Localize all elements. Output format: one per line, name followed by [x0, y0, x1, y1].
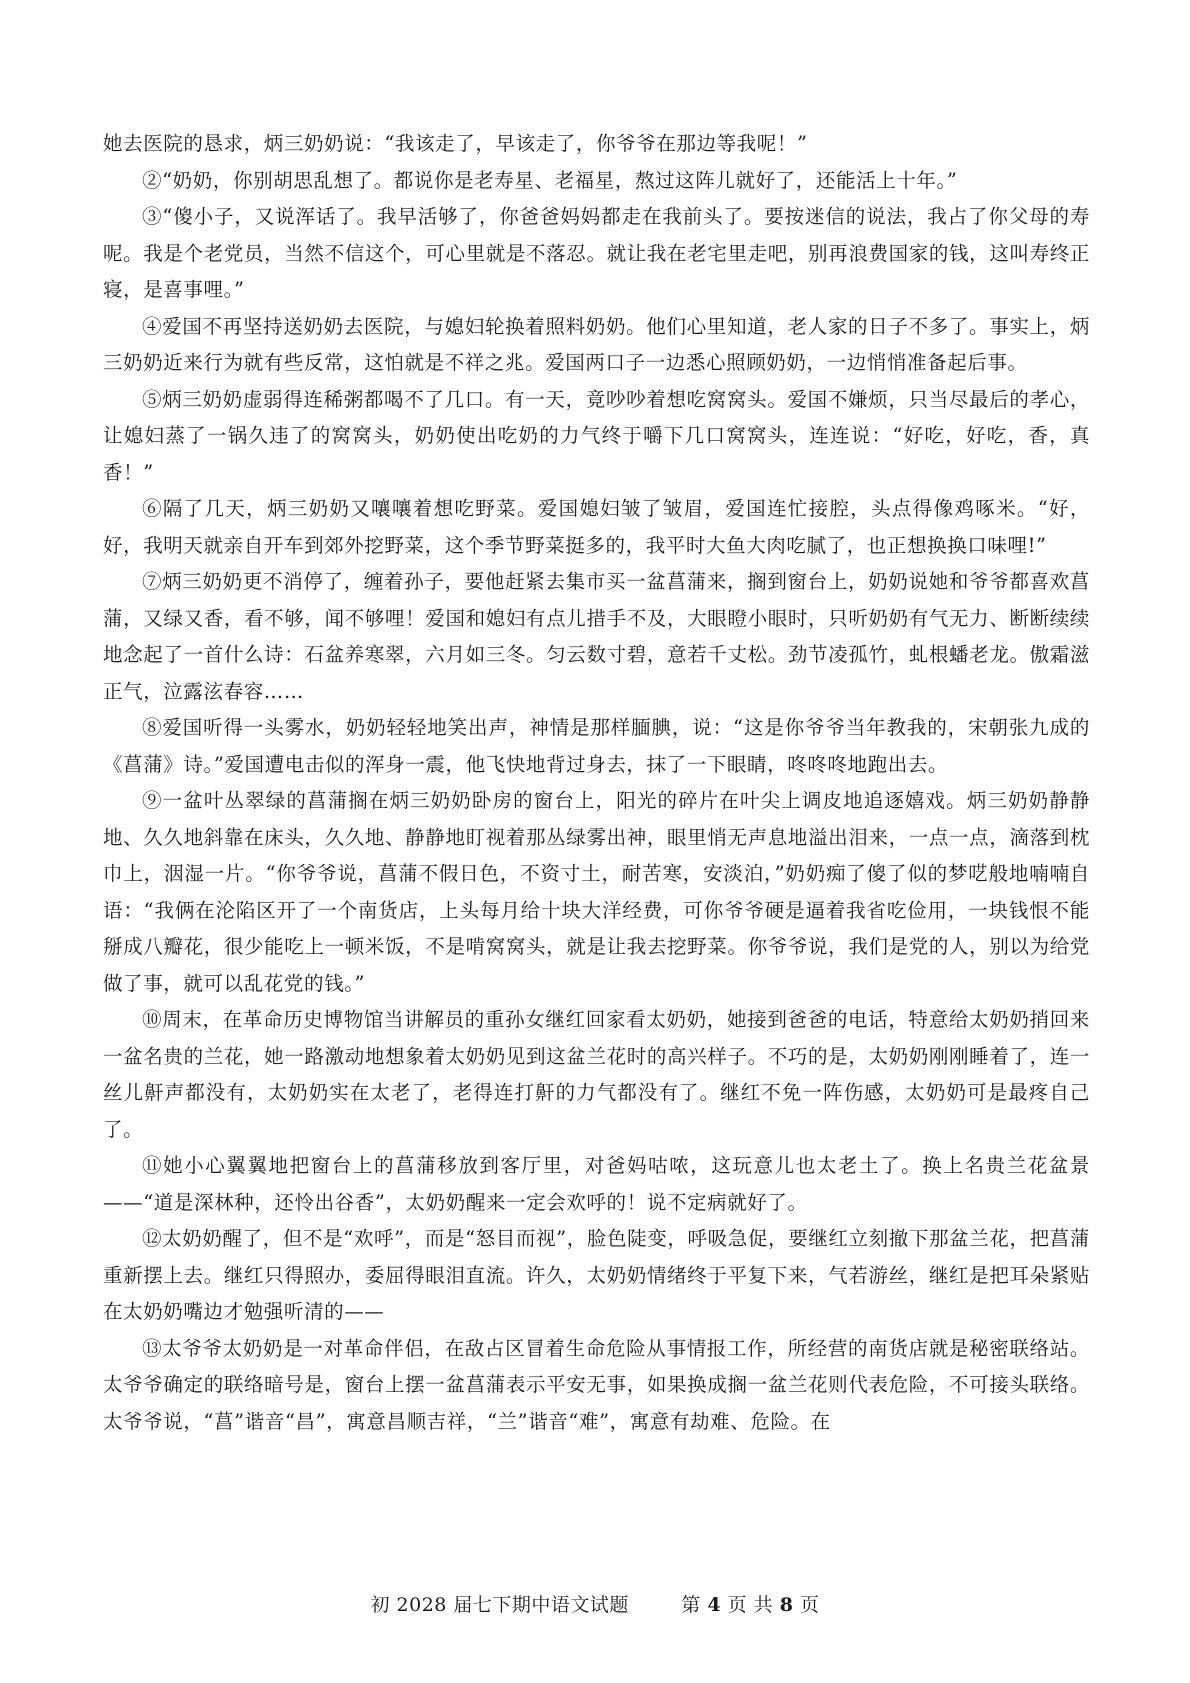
paragraph-13: ⑬太爷爷太奶奶是一对革命伴侣，在敌占区冒着生命危险从事情报工作，所经营的南货店就是秘密联络站。太爷爷确定的联络暗号是，窗台上摆一盆菖蒲表示平安无事，如果换成搁一盆兰花则代表危险，不可接头联络。太爷爷说，“菖”谐音“昌”，寓意昌顺吉祥，“兰”谐音“难”，寓意有劫难、危险。在	[103, 1336, 1090, 1433]
paragraph-6: ⑥隔了几天，炳三奶奶又嚷嚷着想吃野菜。爱国媳妇皱了皱眉，爱国连忙接腔，头点得像鸡啄米。“好，好，我明天就亲自开车到郊外挖野菜，这个季节野菜挺多的，我平时大鱼大肉吃腻了，也正想换换口味哩!”	[103, 497, 1090, 557]
page-middle: 页 共	[727, 1594, 774, 1616]
paragraph-1: 她去医院的恳求，炳三奶奶说：“我该走了，早该走了，你爷爷在那边等我呢！”	[103, 132, 808, 155]
paragraph-2: ②“奶奶，你别胡思乱想了。都说你是老寿星、老福星，熬过这阵儿就好了，还能活上十年。”	[142, 168, 958, 192]
page-total: 8	[779, 1594, 794, 1616]
page-footer	[0, 1590, 1190, 1617]
paragraph-4: ④爱国不再坚持送奶奶去医院，与媳妇轮换着照料奶奶。他们心里知道，老人家的日子不多了。事实上，炳三奶奶近来行为就有些反常，这怕就是不祥之兆。爱国两口子一边悉心照顾奶奶，一边悄悄准备起后事。	[103, 314, 1090, 374]
paragraph-9: ⑨一盆叶丛翠绿的菖蒲搁在炳三奶奶卧房的窗台上，阳光的碎片在叶尖上调皮地追逐嬉戏。炳三奶奶静静地、久久地斜靠在床头，久久地、静静地盯视着那丛绿雾出神，眼里悄无声息地溢出泪来，一点一点，滴落到枕巾上，洇湿一片。“你爷爷说，菖蒲不假日色，不资寸土，耐苦寒，安淡泊，”奶奶痴了傻了似的梦呓般地喃喃自语：“我俩在沦陷区开了一个南货店，上头每月给十块大洋经费，可你爷爷硬是逼着我省吃俭用，一块钱恨不能掰成八瓣花，很少能吃上一顿米饭，不是啃窝窝头，就是让我去挖野菜。你爷爷说，我们是党的人，别以为给党做了事，就可以乱花党的钱。”	[103, 789, 1090, 995]
page-number: 4	[707, 1594, 722, 1616]
paragraph-5: ⑤炳三奶奶虚弱得连稀粥都喝不了几口。有一天，竟吵吵着想吃窝窝头。爱国不嫌烦，只当尽最后的孝心，让媳妇蒸了一锅久违了的窝窝头，奶奶使出吃奶的力气终于嚼下几口窝窝头，连连说：“好吃，好吃，香，真香！”	[103, 387, 1090, 484]
paragraph-7: ⑦炳三奶奶更不消停了，缠着孙子，要他赶紧去集市买一盆菖蒲来，搁到窗台上，奶奶说她和爷爷都喜欢菖蒲，又绿又香，看不够，闻不够哩！爱国和媳妇有点儿措手不及，大眼瞪小眼时，只听奶奶有气无力、断断续续地念起了一首什么诗：石盆养寒翠，六月如三冬。匀云数寸碧，意若千丈松。劲节凌孤竹，虬根蟠老龙。傲霜滋正气，泣露泫春容……	[103, 570, 1090, 703]
paragraph-12: ⑫太奶奶醒了，但不是“欢呼”，而是“怒目而视”，脸色陡变，呼吸急促，要继红立刻撤下那盆兰花，把菖蒲重新摆上去。继红只得照办，委屈得眼泪直流。许久，太奶奶情绪终于平复下来，气若游丝，继红是把耳朵紧贴在太奶奶嘴边才勉强听清的——	[103, 1227, 1090, 1323]
paragraph-11: ⑪她小心翼翼地把窗台上的菖蒲移放到客厅里，对爸妈咕哝，这玩意儿也太老土了。换上名贵兰花盆景——“道是深林种，还怜出谷香”，太奶奶醒来一定会欢呼的！说不定病就好了。	[103, 1154, 1090, 1214]
exam-title: 初 2028 届七下期中语文试题	[370, 1594, 629, 1616]
article-body	[103, 126, 1090, 1440]
paragraph-10: ⑩周末，在革命历史博物馆当讲解员的重孙女继红回家看太奶奶，她接到爸爸的电话，特意给太奶奶捎回来一盆名贵的兰花，她一路激动地想象着太奶奶见到这盆兰花时的高兴样子。不巧的是，太奶奶刚刚睡着了，连一丝儿鼾声都没有，太奶奶实在太老了，老得连打鼾的力气都没有了。继红不免一阵伤感，太奶奶可是最疼自己了。	[103, 1008, 1090, 1141]
page-suffix: 页	[799, 1594, 820, 1616]
paragraph-8: ⑧爱国听得一头雾水，奶奶轻轻地笑出声，神情是那样腼腆，说：“这是你爷爷当年教我的，宋朝张九成的《菖蒲》诗。”爱国遭电击似的浑身一震，他飞快地背过身去，抹了一下眼睛，咚咚咚地跑出去。	[103, 716, 1090, 776]
page-prefix: 第	[681, 1594, 701, 1616]
paragraph-3: ③“傻小子，又说浑话了。我早活够了，你爸爸妈妈都走在我前头了。要按迷信的说法，我占了你父母的寿呢。我是个老党员，当然不信这个，可心里就是不落忍。就让我在老宅里走吧，别再浪费国家的钱，这叫寿终正寝，是喜事哩。”	[103, 205, 1090, 301]
